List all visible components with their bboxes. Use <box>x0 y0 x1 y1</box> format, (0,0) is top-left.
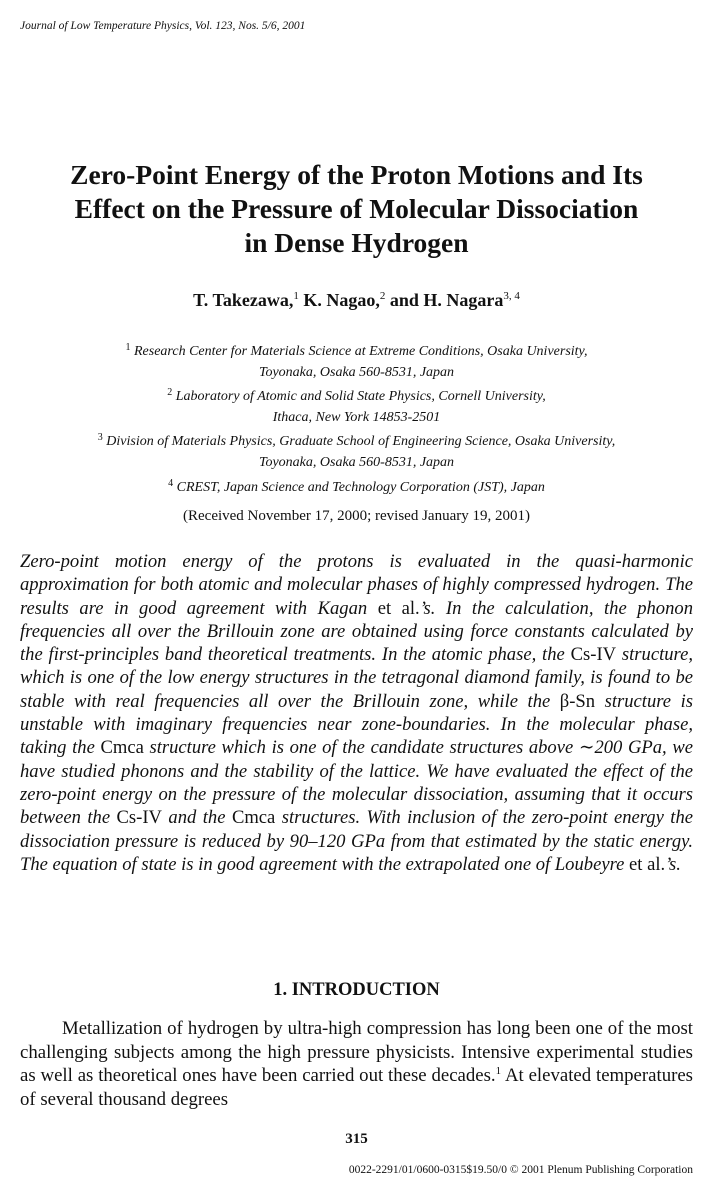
author-affiliation-mark: 1 <box>293 290 299 302</box>
author-affiliation-mark: 2 <box>379 290 386 302</box>
et-al: et al. <box>629 853 666 875</box>
paper-title <box>20 158 693 260</box>
affiliation-line: Toyonaka, Osaka 560-8531, Japan <box>258 454 455 470</box>
author-name: and H. Nagara <box>389 290 504 310</box>
affiliation-mark: 2 <box>167 387 173 399</box>
affiliation-line <box>0 474 713 499</box>
structure-name: Cmca <box>100 737 144 759</box>
affiliation-text: Laboratory of Atomic and Solid State Physics, Cornell University, <box>175 389 546 405</box>
et-al: et al. <box>377 597 420 619</box>
copyright-footer: 0022-2291/01/0600-0315$19.50/0 © 2001 Plenum Publishing Corporation <box>348 1164 693 1176</box>
affiliation-mark: 3 <box>97 432 103 444</box>
author-list <box>20 290 693 311</box>
author-name: T. Takezawa, <box>193 290 294 310</box>
title-line: Zero-Point Energy of the Proton Motions and Its <box>70 159 643 190</box>
affiliation-text: Research Center for Materials Science at Extreme Conditions, Osaka University, <box>134 344 588 359</box>
abstract: Zero-point motion energy of the protons is evaluated in the quasi-harmonic approximation for both atomic and molecular phases of highly compressed hydrogen. The results are in good agreement with Kagan et al.’s. In the calculation, the phonon frequencies all over the Brillouin zone are obtained using force constants calculated by the first-principles band theoretical treatments. In the atomic phase, the Cs-IV structure, which is one of the low energy structures in the tetragonal diamond family, is found to be stable with real frequencies all over the Brillouin zone, while the β-Sn structure is unstable with imaginary frequencies near zone-boundaries. In the molecular phase, taking the Cmca structure which is one of the candidate structures above ∼200 GPa, we have studied phonons and the stability of the lattice. We have evaluated the effect of the zero-point energy on the pressure of the molecular dissociation, assuming that it occurs between the Cs-IV and the Cmca structures. With inclusion of the zero-point energy the dissociation pressure is reduced by 90–120 GPa from that estimated by the static energy. The equation of state is in good agreement with the extrapolated one of Loubeyre et al.’s. <box>20 551 694 875</box>
structure-name: β-Sn <box>559 690 596 712</box>
introduction-paragraph: Metallization of hydrogen by ultra-high compression has long been one of the most challenging subjects among the high pressure physicists. Intensive experimental studies as well as theoretical ones have been carried out these decades.$^1$ At elevated temperatures of several thousand degrees <box>20 1018 693 1110</box>
affiliation-line: Ithaca, New York 14853-2501 <box>272 409 441 425</box>
affiliation-text: Division of Materials Physics, Graduate School of Engineering Science, Osaka University, <box>106 434 616 450</box>
received-dates: (Received November 17, 2000; revised January 19, 2001) <box>183 508 530 524</box>
structure-name: Cs-IV <box>570 644 617 666</box>
journal-citation: Journal of Low Temperature Physics, Vol. 123, Nos. 5/6, 2001 <box>20 20 306 32</box>
affiliation-line <box>0 383 713 408</box>
title-line: Effect on the Pressure of Molecular Dissociation <box>74 193 639 224</box>
affiliation-line <box>0 338 713 363</box>
author-affiliation-mark: 3, 4 <box>503 290 520 302</box>
section-heading: 1. INTRODUCTION <box>273 980 440 1000</box>
affiliation-mark: 1 <box>125 342 131 353</box>
affiliation-list <box>0 338 713 498</box>
structure-name: Cmca <box>231 807 276 829</box>
structure-name: Cs-IV <box>116 807 162 829</box>
page-number: 315 <box>345 1131 368 1147</box>
affiliation-mark: 4 <box>168 477 174 489</box>
affiliation-line <box>0 428 713 453</box>
affiliation-text: CREST, Japan Science and Technology Corporation (JST), Japan <box>176 479 545 495</box>
reference-mark: 1 <box>495 1065 502 1078</box>
author-name: K. Nagao, <box>303 290 380 310</box>
affiliation-line: Toyonaka, Osaka 560-8531, Japan <box>258 364 455 380</box>
title-line: in Dense Hydrogen <box>244 227 469 258</box>
